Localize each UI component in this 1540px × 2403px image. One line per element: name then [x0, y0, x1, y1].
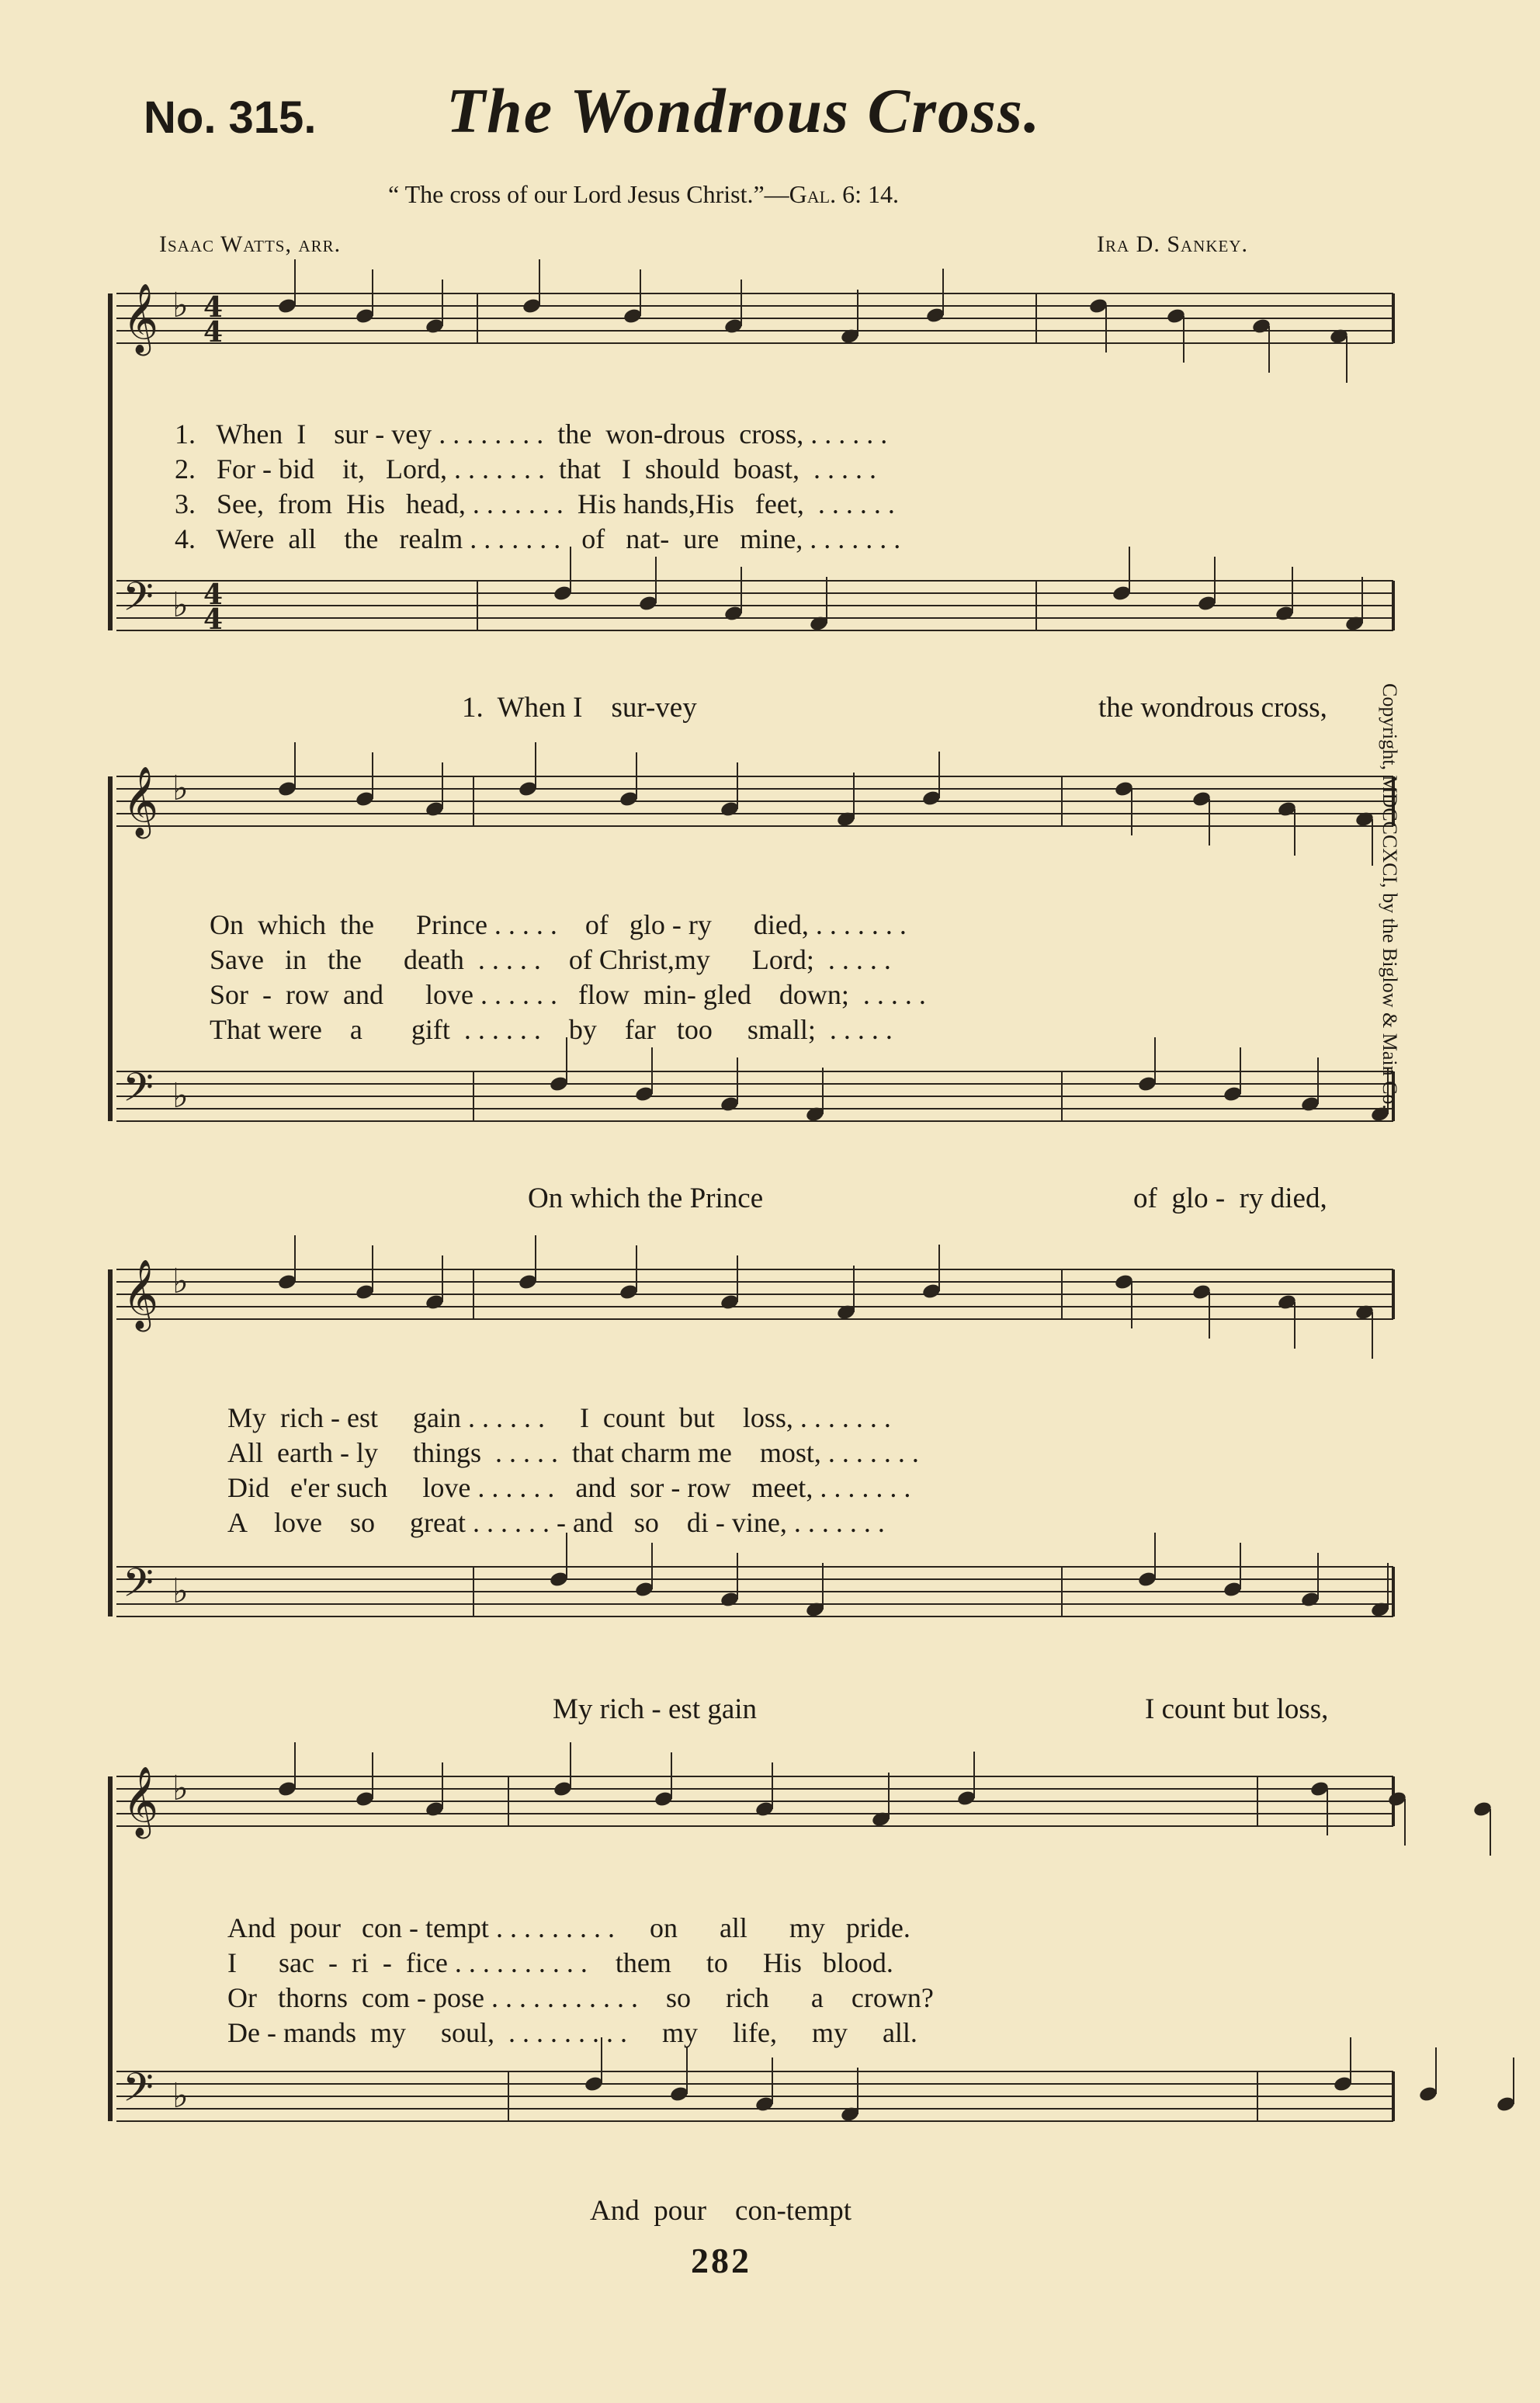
verse-2-line: Save in the death . . . . . of Christ,my Lord; . . . . . [210, 944, 891, 975]
flat-sign: ♭ [172, 1571, 189, 1611]
flat-sign: ♭ [172, 769, 189, 808]
system-1-verses [175, 418, 900, 557]
treble-clef: 𝄞 [123, 1766, 159, 1836]
verse-2-line: 2. For - bid it, Lord, . . . . . . . that I should boast, . . . . . [175, 453, 876, 484]
verse-1-line: 1. When I sur - vey . . . . . . . . the won-drous cross, . . . . . . [175, 418, 888, 450]
bass-clef: 𝄢 [123, 573, 154, 630]
flat-sign: ♭ [172, 286, 189, 325]
composer-credit: Ira D. Sankey. [1097, 231, 1249, 257]
bass-clef: 𝄢 [123, 1559, 154, 1616]
lyricist-credit: Isaac Watts, arr. [159, 231, 342, 257]
bass-lyric: My rich - est gain [553, 1693, 758, 1725]
verse-4-line: 4. Were all the realm . . . . . . . of nat- ure mine, . . . . . . . [175, 523, 901, 554]
page-number: 282 [691, 2241, 751, 2280]
hymn-title: The Wondrous Cross. [446, 75, 1042, 146]
time-signature: 4 [203, 603, 224, 636]
bass-lyric: I count but loss, [1145, 1693, 1329, 1725]
verse-4-line: A love so great . . . . . . - and so di - vine, . . . . . . . [227, 1507, 885, 1538]
verse-4-line: That were a gift . . . . . . by far too small; . . . . . [210, 1014, 893, 1045]
epigraph-reference: Gal. 6: 14. [789, 180, 899, 208]
bass-lyric: of glo - ry died, [1133, 1182, 1327, 1214]
verse-3-line: Or thorns com - pose . . . . . . . . . . . so rich a crown? [227, 1982, 934, 2013]
treble-clef: 𝄞 [123, 1259, 159, 1329]
system-2-verses [210, 908, 926, 1048]
bass-clef: 𝄢 [123, 1064, 154, 1120]
flat-sign: ♭ [172, 2076, 189, 2116]
bass-lyric: And pour con-tempt [590, 2195, 852, 2227]
bass-lyric: 1. When I sur-vey [462, 692, 697, 724]
system-4-verses [227, 1912, 934, 2051]
flat-sign: ♭ [172, 1769, 189, 1808]
verse-4-line: De - mands my soul, . . . . . . . . . my life, my all. [227, 2017, 917, 2048]
verse-2-line: I sac - ri - fice . . . . . . . . . . them to His blood. [227, 1947, 893, 1978]
verse-1-line: On which the Prince . . . . . of glo - ry died, . . . . . . . [210, 909, 907, 940]
verse-3-line: 3. See, from His head, . . . . . . . His hands,His feet, . . . . . . [175, 488, 895, 519]
time-signature: 4 [203, 291, 224, 324]
flat-sign: ♭ [172, 1262, 189, 1301]
bass-lyric: On which the Prince [528, 1182, 764, 1214]
verse-3-line: Did e'er such love . . . . . . and sor - row meet, . . . . . . . [227, 1472, 911, 1503]
treble-clef: 𝄞 [123, 766, 159, 836]
flat-sign: ♭ [172, 585, 189, 625]
verse-3-line: Sor - row and love . . . . . . flow min- gled down; . . . . . [210, 979, 926, 1010]
bass-clef: 𝄢 [123, 2064, 154, 2120]
system-3-verses [227, 1401, 919, 1541]
copyright-notice: Copyright, MDCCCXCI, by the Biglow & Main Co. [1379, 683, 1401, 1109]
epigraph-quote: “ The cross of our Lord Jesus Christ.”— [388, 180, 789, 208]
time-signature: 4 [203, 316, 224, 349]
verse-1-line: My rich - est gain . . . . . . I count but loss, . . . . . . . [227, 1402, 891, 1433]
treble-clef: 𝄞 [123, 283, 159, 353]
time-signature: 4 [203, 578, 224, 611]
flat-sign: ♭ [172, 1076, 189, 1116]
verse-2-line: All earth - ly things . . . . . that charm me most, . . . . . . . [227, 1437, 919, 1468]
hymn-number: No. 315. [144, 92, 317, 143]
bass-lyric: the wondrous cross, [1098, 692, 1327, 724]
verse-1-line: And pour con - tempt . . . . . . . . . on all my pride. [227, 1912, 910, 1943]
